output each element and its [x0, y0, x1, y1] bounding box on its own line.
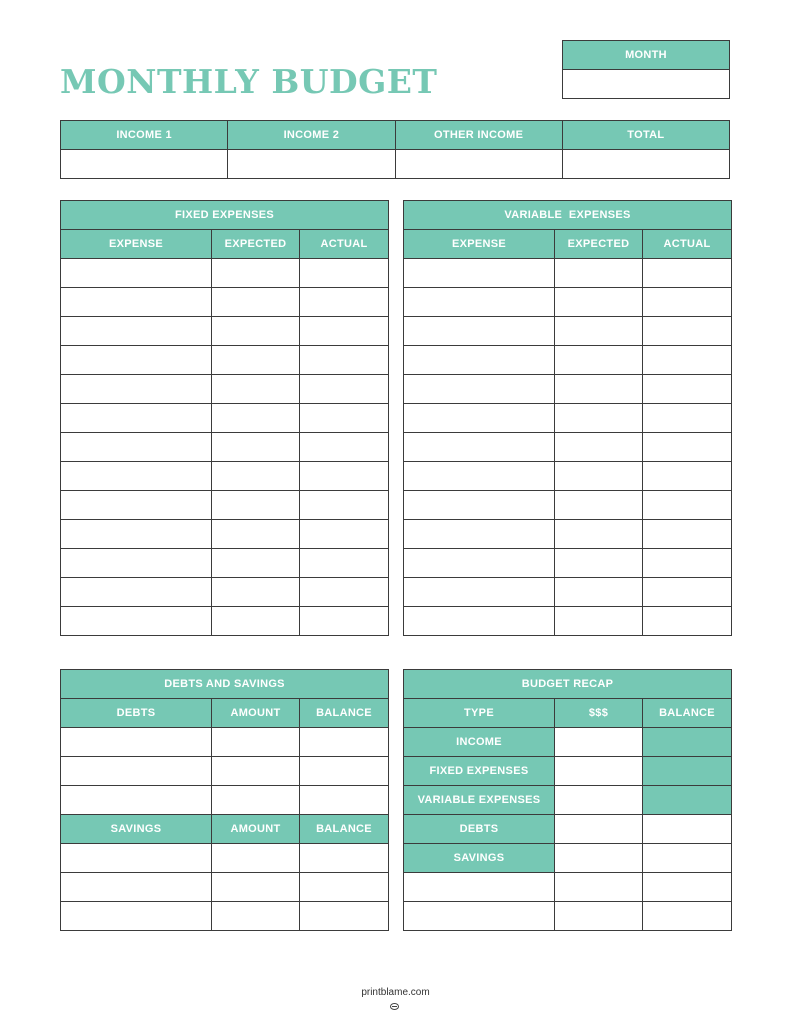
fixed-expense-cell[interactable] [212, 433, 300, 462]
variable-expenses-table [403, 200, 732, 636]
recap-amount-cell[interactable] [555, 728, 643, 757]
debt-cell[interactable] [61, 728, 212, 757]
debt-cell[interactable] [61, 786, 212, 815]
income-1-header: INCOME 1 [61, 121, 228, 150]
variable-expense-row [404, 549, 732, 578]
recap-row [404, 786, 732, 815]
variable-expense-cell[interactable] [555, 375, 643, 404]
fixed-expense-cell[interactable] [300, 433, 389, 462]
variable-expected-column: EXPECTED [555, 230, 643, 259]
fixed-expense-cell[interactable] [212, 520, 300, 549]
recap-balance-cell[interactable] [643, 844, 732, 873]
variable-expense-cell[interactable] [643, 404, 732, 433]
fixed-expense-cell[interactable] [61, 404, 212, 433]
fixed-actual-column: ACTUAL [300, 230, 389, 259]
fixed-expense-row [61, 288, 389, 317]
variable-expense-cell[interactable] [643, 317, 732, 346]
fixed-expense-row [61, 578, 389, 607]
fixed-expense-row [61, 346, 389, 375]
recap-blank-row [404, 873, 732, 902]
variable-expense-cell[interactable] [404, 520, 555, 549]
variable-expense-cell[interactable] [404, 462, 555, 491]
fixed-expense-cell[interactable] [212, 549, 300, 578]
fixed-expense-cell[interactable] [212, 288, 300, 317]
variable-expense-cell[interactable] [555, 607, 643, 636]
fixed-expense-cell[interactable] [300, 288, 389, 317]
saving-row [61, 902, 389, 931]
variable-expense-cell[interactable] [555, 317, 643, 346]
fixed-expense-row [61, 462, 389, 491]
fixed-expense-row [61, 404, 389, 433]
debt-row [61, 728, 389, 757]
fixed-expenses-title: FIXED EXPENSES [61, 201, 389, 230]
savings-amount-column: AMOUNT [212, 815, 300, 844]
recap-balance-cell[interactable] [643, 786, 732, 815]
other-income-header: OTHER INCOME [395, 121, 562, 150]
recap-blank-cell[interactable] [555, 902, 643, 931]
saving-cell[interactable] [300, 844, 389, 873]
fixed-expense-cell[interactable] [300, 375, 389, 404]
recap-blank-cell[interactable] [643, 902, 732, 931]
fixed-expense-cell[interactable] [212, 491, 300, 520]
income-table [60, 120, 730, 179]
page-title: MONTHLY BUDGET [60, 62, 438, 101]
footer-site: printblame.com [361, 987, 430, 998]
savings-column: SAVINGS [61, 815, 212, 844]
fixed-expense-row [61, 607, 389, 636]
fixed-expense-cell[interactable] [300, 259, 389, 288]
debts-savings-title: DEBTS AND SAVINGS [61, 670, 389, 699]
saving-row [61, 873, 389, 902]
month-label: MONTH [563, 41, 730, 70]
fixed-expense-cell[interactable] [300, 317, 389, 346]
total-input[interactable] [562, 150, 729, 179]
variable-expense-cell[interactable] [643, 549, 732, 578]
variable-expense-cell[interactable] [404, 375, 555, 404]
variable-expense-cell[interactable] [404, 578, 555, 607]
variable-expense-cell[interactable] [643, 607, 732, 636]
variable-expense-row [404, 520, 732, 549]
saving-cell[interactable] [300, 902, 389, 931]
budget-recap-title: BUDGET RECAP [404, 670, 732, 699]
fixed-expense-cell[interactable] [61, 375, 212, 404]
variable-expense-cell[interactable] [643, 520, 732, 549]
variable-expenses-title: VARIABLE EXPENSES [404, 201, 732, 230]
debt-cell[interactable] [212, 728, 300, 757]
fixed-expected-column: EXPECTED [212, 230, 300, 259]
variable-expense-cell[interactable] [643, 346, 732, 375]
savings-balance-column: BALANCE [300, 815, 389, 844]
variable-expense-cell[interactable] [555, 549, 643, 578]
fixed-expense-cell[interactable] [61, 317, 212, 346]
debt-cell[interactable] [61, 757, 212, 786]
variable-expense-cell[interactable] [555, 491, 643, 520]
saving-cell[interactable] [212, 873, 300, 902]
variable-expense-cell[interactable] [555, 433, 643, 462]
total-header: TOTAL [562, 121, 729, 150]
fixed-expense-row [61, 491, 389, 520]
fixed-expense-column: EXPENSE [61, 230, 212, 259]
saving-cell[interactable] [212, 902, 300, 931]
variable-expense-cell[interactable] [555, 404, 643, 433]
fixed-expense-cell[interactable] [212, 259, 300, 288]
variable-expense-cell[interactable] [643, 375, 732, 404]
fixed-expense-cell[interactable] [300, 578, 389, 607]
variable-expense-row [404, 404, 732, 433]
variable-expense-cell[interactable] [404, 346, 555, 375]
fixed-expense-cell[interactable] [61, 462, 212, 491]
fixed-expense-cell[interactable] [61, 520, 212, 549]
variable-expense-row [404, 433, 732, 462]
recap-amount-cell[interactable] [555, 757, 643, 786]
recap-row [404, 728, 732, 757]
variable-expense-cell[interactable] [404, 404, 555, 433]
recap-type-column: TYPE [404, 699, 555, 728]
fixed-expense-cell[interactable] [300, 520, 389, 549]
fixed-expense-row [61, 317, 389, 346]
fixed-expense-cell[interactable] [61, 549, 212, 578]
fixed-expense-row [61, 433, 389, 462]
recap-amount-cell[interactable] [555, 844, 643, 873]
saving-cell[interactable] [212, 844, 300, 873]
variable-expense-cell[interactable] [404, 607, 555, 636]
variable-expense-cell[interactable] [404, 317, 555, 346]
fixed-expense-cell[interactable] [300, 607, 389, 636]
recap-balance-column: BALANCE [643, 699, 732, 728]
variable-expense-row [404, 578, 732, 607]
fixed-expense-cell[interactable] [61, 346, 212, 375]
fixed-expense-cell[interactable] [61, 433, 212, 462]
recap-type-label: SAVINGS [404, 844, 555, 873]
recap-type-label: FIXED EXPENSES [404, 757, 555, 786]
variable-expense-row [404, 288, 732, 317]
variable-expense-cell[interactable] [555, 346, 643, 375]
recap-row [404, 757, 732, 786]
debt-cell[interactable] [212, 757, 300, 786]
variable-expense-cell[interactable] [643, 578, 732, 607]
brand-logo-icon [390, 1003, 399, 1010]
fixed-expense-cell[interactable] [300, 346, 389, 375]
recap-type-label: DEBTS [404, 815, 555, 844]
other-income-input[interactable] [395, 150, 562, 179]
fixed-expense-row [61, 375, 389, 404]
debts-savings-table [60, 669, 389, 931]
fixed-expense-cell[interactable] [300, 462, 389, 491]
variable-actual-column: ACTUAL [643, 230, 732, 259]
variable-expense-cell[interactable] [404, 549, 555, 578]
fixed-expense-cell[interactable] [212, 404, 300, 433]
recap-amount-cell[interactable] [555, 815, 643, 844]
variable-expense-cell[interactable] [404, 288, 555, 317]
recap-amount-cell[interactable] [555, 786, 643, 815]
debt-cell[interactable] [212, 786, 300, 815]
income-2-input[interactable] [228, 150, 395, 179]
variable-expense-row [404, 462, 732, 491]
fixed-expense-cell[interactable] [212, 462, 300, 491]
saving-cell[interactable] [61, 873, 212, 902]
fixed-expense-cell[interactable] [300, 404, 389, 433]
income-1-input[interactable] [61, 150, 228, 179]
debt-row [61, 786, 389, 815]
recap-blank-cell[interactable] [555, 873, 643, 902]
variable-expense-cell[interactable] [555, 462, 643, 491]
recap-type-label: VARIABLE EXPENSES [404, 786, 555, 815]
variable-expense-row [404, 317, 732, 346]
fixed-expense-cell[interactable] [300, 549, 389, 578]
variable-expense-cell[interactable] [643, 433, 732, 462]
recap-row [404, 844, 732, 873]
saving-cell[interactable] [300, 873, 389, 902]
variable-expense-row [404, 607, 732, 636]
variable-expense-cell[interactable] [404, 259, 555, 288]
variable-expense-row [404, 259, 732, 288]
saving-row [61, 844, 389, 873]
fixed-expense-cell[interactable] [61, 607, 212, 636]
variable-expense-cell[interactable] [555, 288, 643, 317]
recap-blank-row [404, 902, 732, 931]
variable-expense-cell[interactable] [643, 259, 732, 288]
fixed-expense-cell[interactable] [61, 288, 212, 317]
debts-column: DEBTS [61, 699, 212, 728]
debts-balance-column: BALANCE [300, 699, 389, 728]
fixed-expense-cell[interactable] [61, 578, 212, 607]
variable-expense-cell[interactable] [555, 578, 643, 607]
debt-cell[interactable] [300, 757, 389, 786]
debt-cell[interactable] [300, 728, 389, 757]
fixed-expense-cell[interactable] [212, 346, 300, 375]
fixed-expense-cell[interactable] [300, 491, 389, 520]
recap-balance-cell[interactable] [643, 728, 732, 757]
recap-blank-cell[interactable] [404, 902, 555, 931]
recap-balance-cell[interactable] [643, 815, 732, 844]
fixed-expense-row [61, 259, 389, 288]
variable-expense-cell[interactable] [643, 288, 732, 317]
variable-expense-row [404, 491, 732, 520]
saving-cell[interactable] [61, 902, 212, 931]
recap-amount-column: $$$ [555, 699, 643, 728]
fixed-expense-cell[interactable] [212, 607, 300, 636]
month-box [562, 40, 730, 99]
fixed-expense-cell[interactable] [212, 375, 300, 404]
variable-expense-row [404, 346, 732, 375]
variable-expense-cell[interactable] [404, 491, 555, 520]
fixed-expense-row [61, 549, 389, 578]
variable-expense-column: EXPENSE [404, 230, 555, 259]
variable-expense-row [404, 375, 732, 404]
fixed-expense-row [61, 520, 389, 549]
saving-cell[interactable] [61, 844, 212, 873]
recap-blank-cell[interactable] [643, 873, 732, 902]
recap-blank-cell[interactable] [404, 873, 555, 902]
variable-expense-cell[interactable] [643, 462, 732, 491]
fixed-expenses-table [60, 200, 389, 636]
month-input[interactable] [563, 70, 730, 99]
budget-recap-table [403, 669, 732, 931]
income-2-header: INCOME 2 [228, 121, 395, 150]
debt-row [61, 757, 389, 786]
recap-row [404, 815, 732, 844]
fixed-expense-cell[interactable] [61, 259, 212, 288]
recap-type-label: INCOME [404, 728, 555, 757]
fixed-expense-cell[interactable] [212, 578, 300, 607]
variable-expense-cell[interactable] [404, 433, 555, 462]
recap-balance-cell[interactable] [643, 757, 732, 786]
variable-expense-cell[interactable] [555, 520, 643, 549]
fixed-expense-cell[interactable] [212, 317, 300, 346]
debt-cell[interactable] [300, 786, 389, 815]
variable-expense-cell[interactable] [643, 491, 732, 520]
debts-amount-column: AMOUNT [212, 699, 300, 728]
variable-expense-cell[interactable] [555, 259, 643, 288]
fixed-expense-cell[interactable] [61, 491, 212, 520]
